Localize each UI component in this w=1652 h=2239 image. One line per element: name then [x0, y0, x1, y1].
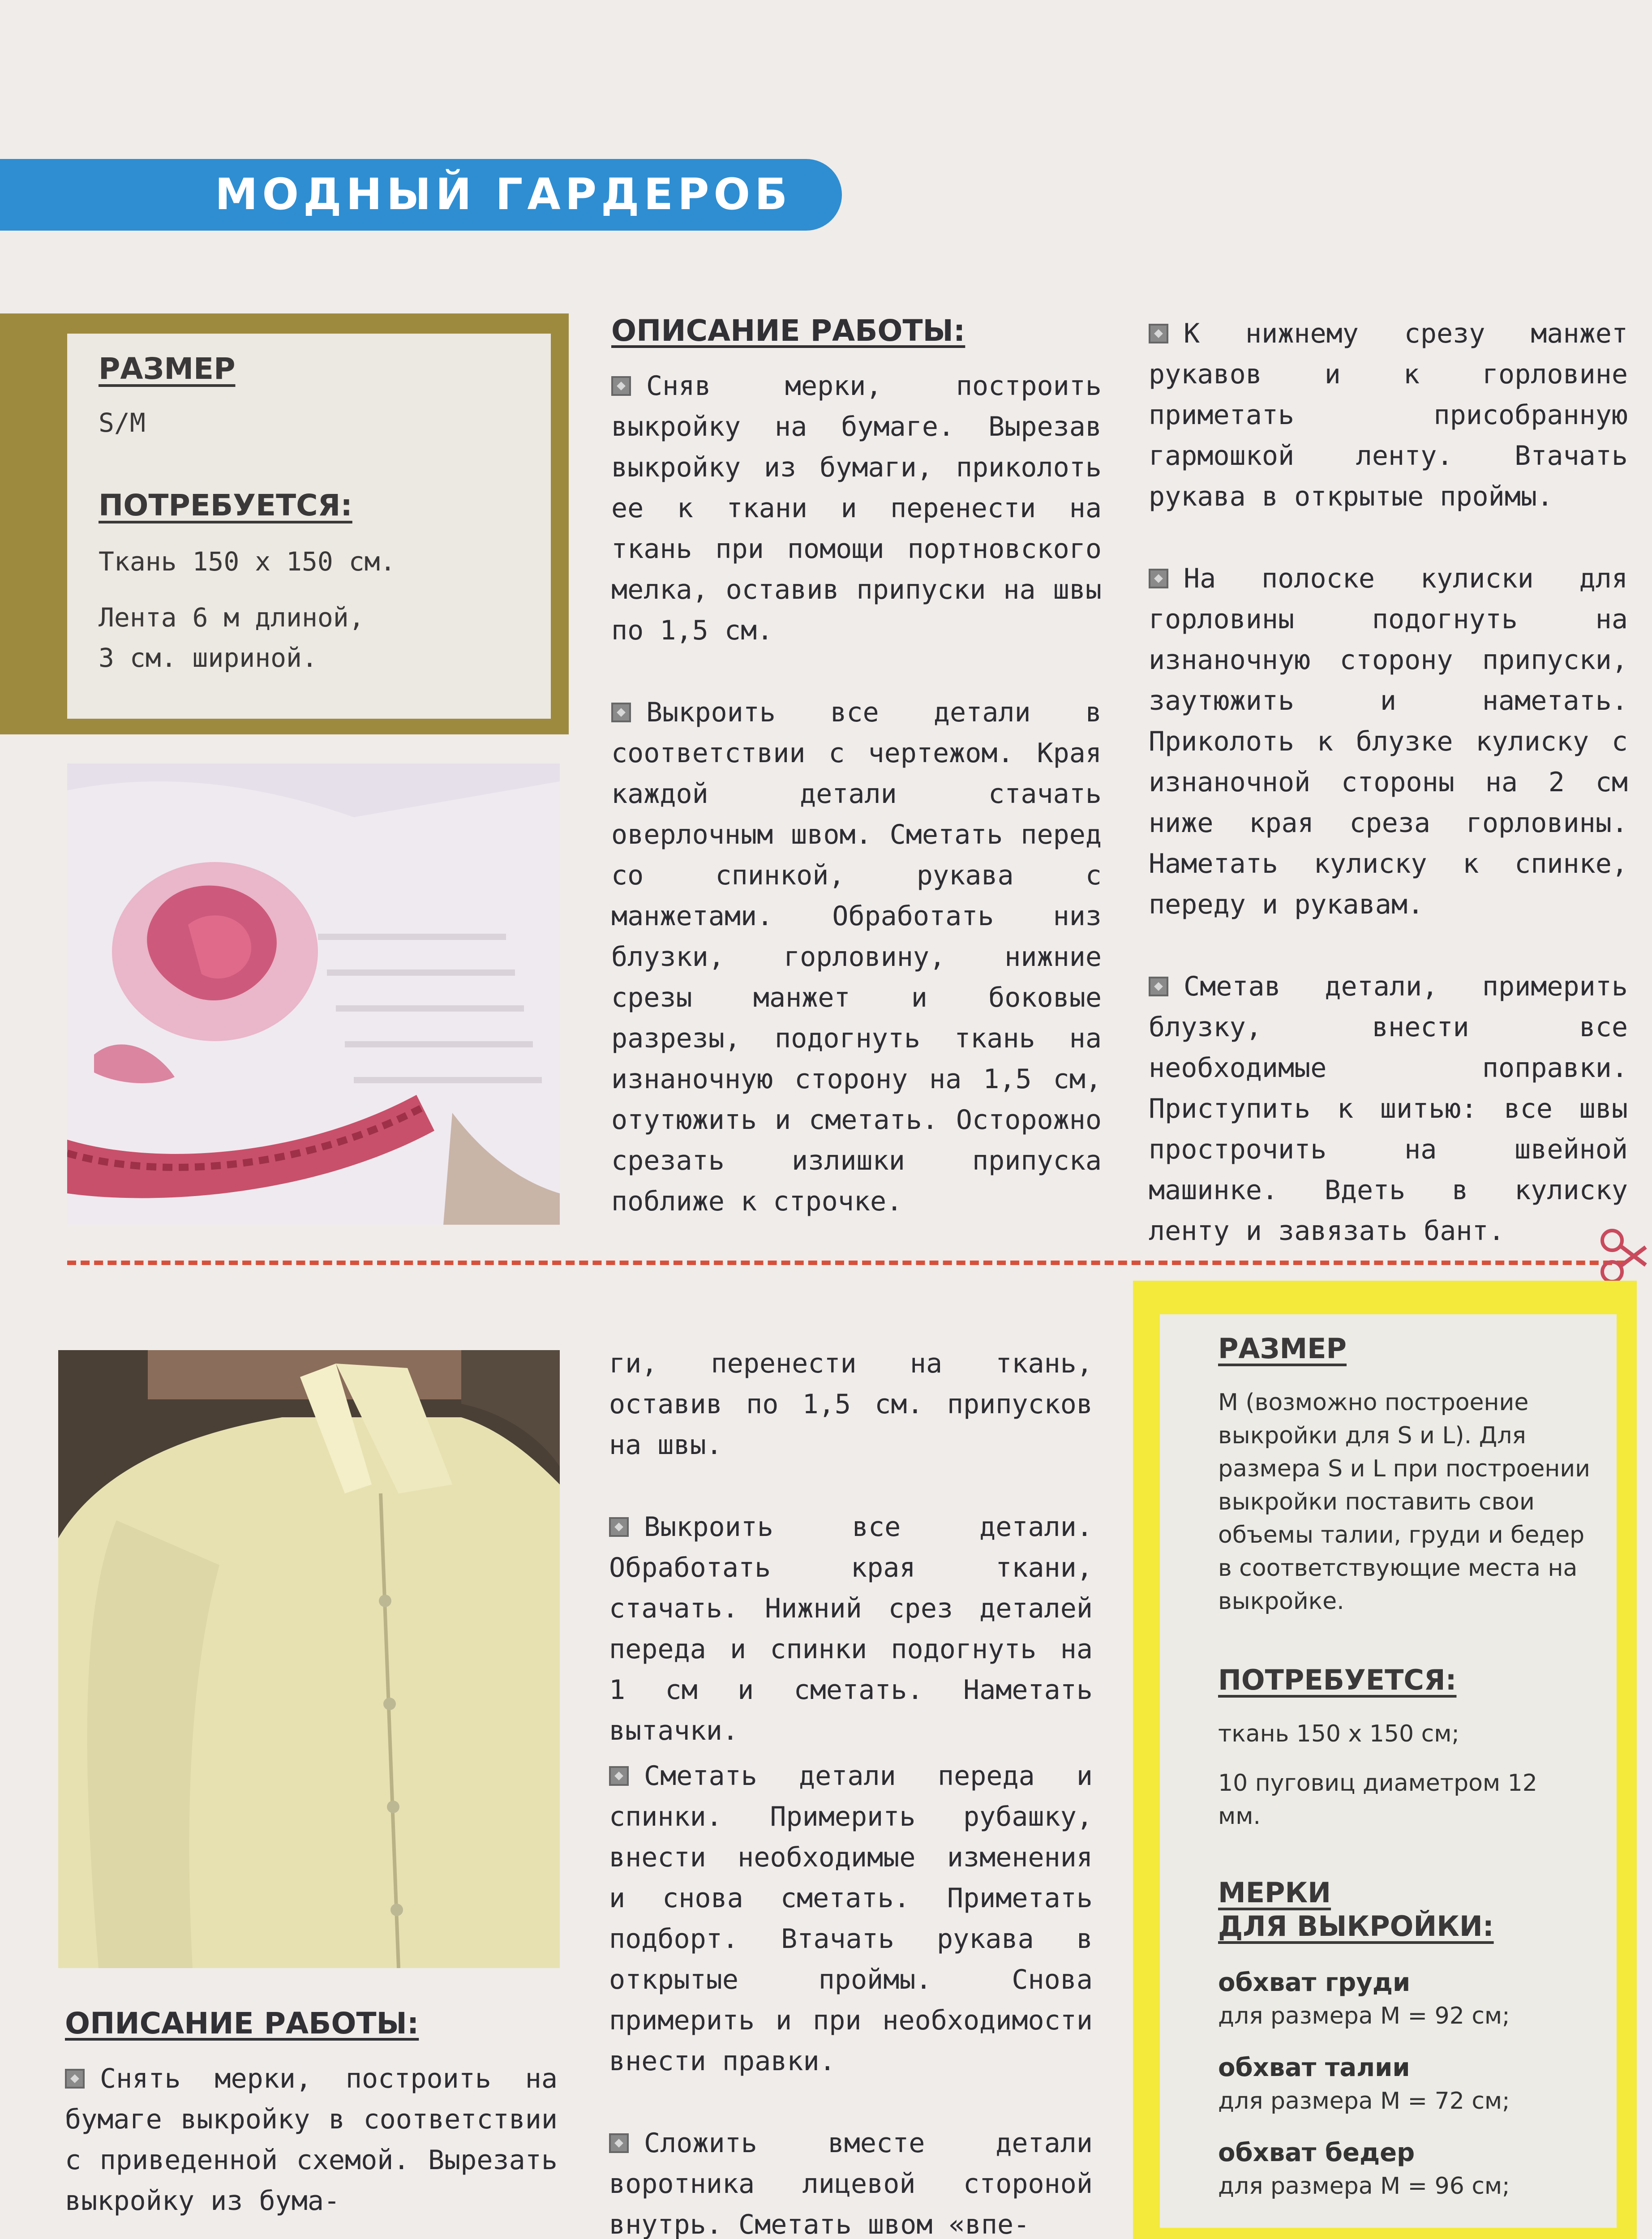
measure-waist-value: для размера М = 72 см; — [1218, 2088, 1510, 2115]
requirements-heading: ПОТРЕБУЕТСЯ: — [99, 488, 352, 523]
instruction-paragraph: К нижнему срезу манжет рукавов и к горловине приметать присобранную гармошкой ленту. Втачать рукава в открытые проймы. — [1149, 318, 1628, 512]
cut-line — [67, 1261, 1626, 1265]
measure-hips-label: обхват бедер — [1218, 2138, 1415, 2167]
instructions-column-top-middle — [611, 313, 1102, 1263]
section-title: МОДНЫЙ ГАРДЕРОБ — [215, 169, 792, 219]
info-box-yellow — [1160, 1314, 1617, 2228]
shirt-illustration — [58, 1350, 560, 1968]
instructions-column-bottom-left — [65, 2006, 558, 2239]
instruction-paragraph: На полоске кулиски для горловины подогнуть на изнаночную сторону припуски, заутюжить и наметать. Приколоть к блузке кулиску с изнаночной стороны на 2 см ниже края среза горловины. Наметать кулиску к спинке, переду и рукавам. — [1149, 563, 1628, 920]
bullet-icon — [611, 703, 631, 722]
size-heading: РАЗМЕР — [99, 352, 236, 386]
size-description: М (возможно построение выкройки для S и L). Для размера S и L при построении выкройки поставить свои объемы талии, груди и бедер в соответствующие места на выкройке. — [1218, 1389, 1590, 1615]
instruction-paragraph: Сложить вместе детали воротника лицевой стороной внутрь. Сметать швом «впе- — [609, 2127, 1093, 2239]
info-box — [67, 334, 551, 719]
requirement-fabric: ткань 150 х 150 см; — [1218, 1720, 1459, 1747]
instruction-paragraph: Выкроить все детали. Обработать края ткани, стачать. Нижний срез деталей переда и спинки подогнуть на 1 см и сметать. Наметать вытачки. — [609, 1511, 1093, 1746]
bullet-icon — [609, 1766, 629, 1786]
instruction-paragraph: Сметать детали переда и спинки. Примерить рубашку, внести необходимые изменения и снова сметать. Приметать подборт. Втачать рукава в открытые проймы. Снова примерить и при необходимости внести правки. — [609, 1760, 1093, 2077]
instructions-column-bottom-middle — [609, 1343, 1093, 2239]
bullet-icon — [611, 376, 631, 396]
measure-chest-value: для размера М = 92 см; — [1218, 2003, 1510, 2029]
instruction-paragraph: Снять мерки, построить на бумаге выкройку в соответствии с приведенной схемой. Вырезать выкройку из бума- — [65, 2063, 558, 2217]
requirement-ribbon-line2: 3 см. шириной. — [99, 643, 318, 673]
instruction-paragraph: Сметав детали, примерить блузку, внести все необходимые поправки. Приступить к шитью: все швы прострочить на швейной машинке. Вдеть в кулиску ленту и завязать бант. — [1149, 971, 1628, 1247]
measure-chest-label: обхват груди — [1218, 1968, 1411, 1997]
requirements-heading: ПОТРЕБУЕТСЯ: — [1218, 1664, 1457, 1696]
bullet-icon — [609, 2133, 629, 2153]
bullet-icon — [65, 2069, 85, 2089]
shirt-photo — [58, 1350, 560, 1968]
instructions-column-top-right — [1149, 313, 1628, 1293]
instructions-heading: ОПИСАНИЕ РАБОТЫ: — [65, 2006, 419, 2041]
requirement-ribbon-line1: Лента 6 м длиной, — [99, 602, 365, 633]
requirement-fabric: Ткань 150 х 150 см. — [99, 546, 396, 577]
measure-waist-label: обхват талии — [1218, 2053, 1410, 2082]
size-heading: РАЗМЕР — [1218, 1332, 1347, 1365]
instruction-paragraph: ги, перенести на ткань, оставив по 1,5 см. припусков на швы. — [609, 1348, 1093, 1461]
size-value: S/M — [99, 407, 146, 438]
bullet-icon — [1149, 324, 1168, 343]
instruction-paragraph: Сняв мерки, построить выкройку на бумаге. Вырезав выкройку из бумаги, приколоть ее к ткани и перенести на ткань при помощи портновского мелка, оставив припуски на швы по 1,5 см. — [611, 370, 1102, 646]
bullet-icon — [609, 1517, 629, 1537]
instruction-paragraph: Выкроить все детали в соответствии с чертежом. Края каждой детали стачать оверлочным швом. Сметать перед со спинкой, рукава с манжетами. Обработать низ блузки, горловину, нижние срезы манжет и боковые разрезы, подогнуть ткань на изнаночную сторону на 1,5 см, отутюжить и сметать. Осторожно срезать излишки припуска поближе к строчке. — [611, 697, 1102, 1217]
instructions-heading: ОПИСАНИЕ РАБОТЫ: — [611, 313, 965, 348]
scissors-icon — [1594, 1227, 1648, 1285]
bullet-icon — [1149, 977, 1168, 996]
requirement-buttons: 10 пуговиц диаметром 12 мм. — [1218, 1770, 1537, 1830]
blouse-illustration — [67, 763, 560, 1225]
bullet-icon — [1149, 569, 1168, 588]
measurements-heading-line2: ДЛЯ ВЫКРОЙКИ: — [1218, 1910, 1494, 1943]
blouse-photo — [67, 763, 560, 1225]
measurements-heading-line1: МЕРКИ — [1218, 1876, 1331, 1909]
measure-hips-value: для размера М = 96 см; — [1218, 2173, 1510, 2200]
